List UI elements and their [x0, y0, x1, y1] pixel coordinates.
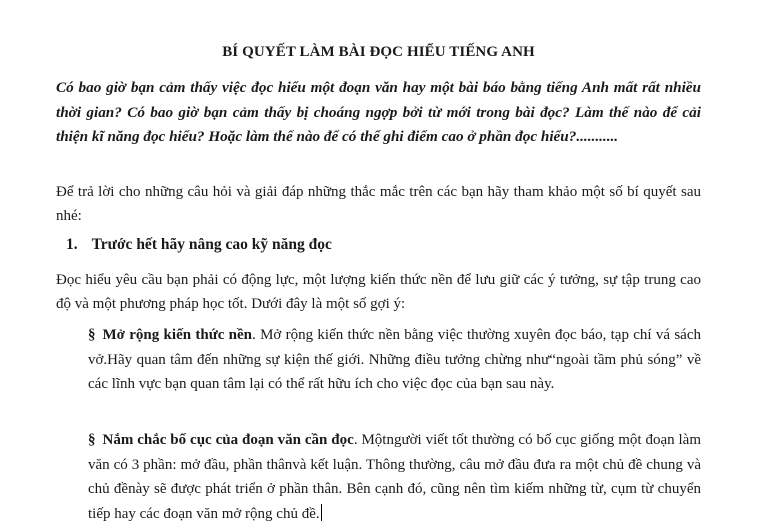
document-title: BÍ QUYẾT LÀM BÀI ĐỌC HIỂU TIẾNG ANH [222, 44, 535, 60]
bullet-item [88, 428, 701, 526]
paragraph-reading-requirements: Đọc hiểu yêu cầu bạn phải có động lực, một lượng kiến thức nền để lưu giữ các ý tưởng, sự tập trung cao độ và một phương pháp học tốt. Dưới đây là một số gợi ý: [56, 272, 701, 312]
section-heading-1 [66, 236, 332, 254]
text-cursor [321, 504, 323, 521]
bullet-lead: Mở rộng kiến thức nền [102, 327, 253, 343]
section-number: 1. [66, 236, 78, 253]
bullet-item [88, 323, 701, 397]
bullet-text: . Mộtngười viết tốt thường có bố cục giống một đoạn làm văn có 3 phần: mở đầu, phần thânvà kết luận. Thông thường, câu mở đầu đưa ra một chủ đề chung và chủ đềnày sẽ được phát triển ở phần thân. Bên cạnh đó, cũng nên tìm kiếm những từ, cụm từ chuyển tiếp hay các đoạn văn mở rộng chủ đề. [88, 432, 702, 522]
section-sign-bullet-icon: § [88, 432, 96, 448]
section-heading-text: Trước hết hãy nâng cao kỹ năng đọc [91, 236, 332, 253]
bullet-text: . Mở rộng kiến thức nền bằng việc thường xuyên đọc báo, tạp chí vá sách vở.Hãy quan tâm đến những sự kiện thế giới. Những điều tưởng chừng như“ngoài tầm phủ sóng” về các lĩnh vực bạn quan tâm lại có thể rất hữu ích cho việc đọc của bạn sau này. [88, 327, 702, 392]
section-sign-bullet-icon: § [88, 327, 96, 343]
paragraph-answer-intro: Để trả lời cho những câu hỏi và giải đáp những thắc mắc trên các bạn hãy tham khảo một số bí quyết sau nhé: [56, 184, 701, 224]
intro-paragraph: Có bao giờ bạn cảm thấy việc đọc hiểu một đoạn văn hay một bài báo bằng tiếng Anh mất rất nhiều thời gian? Có bao giờ bạn cảm thấy bị choáng ngợp bởi từ mới trong bài đọc? Làm thế nào để cải thiện kĩ năng đọc hiểu? Hoặc làm thế nào để có thể ghi điểm cao ở phần đọc hiểu?........... [56, 79, 701, 145]
bullet-lead: Nắm chắc bố cục của đoạn văn cần đọc [102, 432, 354, 448]
